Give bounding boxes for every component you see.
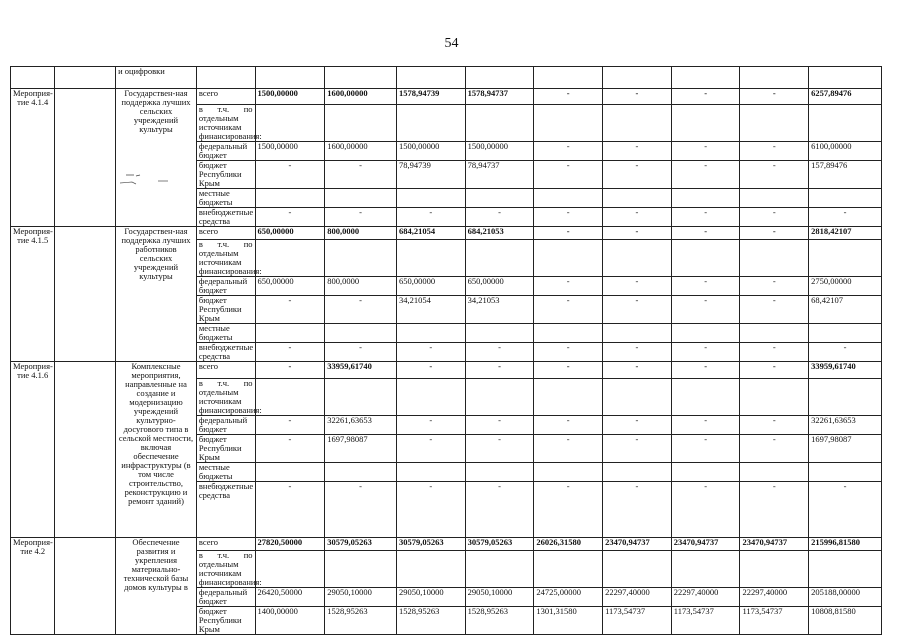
page-number: 54	[444, 36, 459, 51]
value-cell: 6257,89476	[809, 89, 882, 105]
value-cell: -	[255, 161, 325, 189]
value-cell: -	[671, 343, 740, 362]
cell-empty	[740, 240, 809, 277]
source-label-federal: федеральный бюджет	[196, 142, 255, 161]
cell-empty	[255, 551, 325, 588]
value-cell: 26026,31580	[534, 538, 603, 551]
source-label-crimea: бюджет Республики Крым	[196, 607, 255, 635]
value-cell: -	[603, 142, 672, 161]
source-label-part: т.ч.	[217, 550, 230, 560]
source-label-incl	[196, 550, 262, 588]
cell-empty	[255, 379, 325, 416]
value-cell: -	[603, 161, 672, 189]
cell-empty	[534, 67, 603, 89]
table-row	[11, 67, 882, 89]
cell-empty	[534, 463, 603, 482]
source-label-crimea: бюджет Республики Крым	[196, 296, 255, 324]
value-cell: -	[255, 435, 325, 463]
value-cell: 157,89476	[809, 161, 882, 189]
value-cell: -	[740, 482, 809, 538]
cell-empty	[809, 240, 882, 277]
cell-empty	[396, 551, 465, 588]
value-cell: 30579,05263	[396, 538, 465, 551]
value-cell: -	[671, 227, 740, 240]
value-cell: -	[465, 362, 534, 379]
value-cell: 650,00000	[396, 277, 465, 296]
source-label-part: т.ч.	[217, 378, 230, 388]
value-cell: 1528,95263	[396, 607, 465, 635]
value-cell: -	[534, 343, 603, 362]
source-label-crimea: бюджет Республики Крым	[196, 435, 255, 463]
source-label-local: местные бюджеты	[196, 463, 255, 482]
value-cell: 1528,95263	[325, 607, 397, 635]
cell-empty	[255, 105, 325, 142]
value-cell: -	[534, 435, 603, 463]
cell-empty	[534, 324, 603, 343]
cell-empty	[740, 67, 809, 89]
cell-empty	[671, 324, 740, 343]
value-cell: -	[396, 416, 465, 435]
cell-empty	[740, 105, 809, 142]
value-cell: -	[603, 435, 672, 463]
cell-empty	[809, 105, 882, 142]
value-cell: 205188,00000	[809, 588, 882, 607]
value-cell: 1578,94737	[465, 89, 534, 105]
cell-empty	[603, 379, 672, 416]
value-cell: -	[325, 482, 397, 538]
cell-empty	[55, 362, 116, 538]
cell-empty	[809, 551, 882, 588]
value-cell: 1400,00000	[255, 607, 325, 635]
source-label-part: отдельным источникам финансирования:	[198, 559, 262, 587]
cell-empty	[55, 538, 116, 635]
cell-empty	[325, 379, 397, 416]
cell-empty	[809, 379, 882, 416]
value-cell: -	[740, 416, 809, 435]
value-cell: -	[671, 482, 740, 538]
source-label-part: в	[198, 239, 203, 249]
cell-empty	[603, 324, 672, 343]
cell-empty	[603, 240, 672, 277]
value-cell: -	[603, 343, 672, 362]
cell-empty	[809, 463, 882, 482]
value-cell: -	[255, 343, 325, 362]
cell-empty	[603, 551, 672, 588]
value-cell: -	[740, 277, 809, 296]
value-cell: 10808,81580	[809, 607, 882, 635]
cell-empty	[465, 105, 534, 142]
value-cell: 22297,40000	[603, 588, 672, 607]
value-cell: 6100,00000	[809, 142, 882, 161]
value-cell: -	[671, 435, 740, 463]
value-cell: -	[534, 296, 603, 324]
cell-empty	[255, 463, 325, 482]
value-cell: -	[740, 161, 809, 189]
source-label-local: местные бюджеты	[196, 189, 255, 208]
cell-empty	[196, 67, 255, 89]
measure-name: Комплексные мероприятия, направленные на создание и модернизацию учреждений культурно-досугового типа в сельской местности, включая обеспечение инфраструктуры (в том числе строительство, реконструкцию и ремонт зданий)	[116, 362, 197, 538]
value-cell: 24725,00000	[534, 588, 603, 607]
value-cell: -	[603, 227, 672, 240]
value-cell: -	[603, 362, 672, 379]
value-cell: 29050,10000	[465, 588, 534, 607]
cell-empty	[740, 324, 809, 343]
source-label-part: т.ч.	[217, 239, 230, 249]
value-cell: -	[255, 362, 325, 379]
value-cell: 78,94739	[396, 161, 465, 189]
value-cell: -	[603, 416, 672, 435]
value-cell: -	[671, 142, 740, 161]
cell-empty	[603, 463, 672, 482]
top-row-label: и оцифровки	[116, 67, 197, 89]
value-cell: -	[534, 161, 603, 189]
source-label-part: отдельным источникам финансирования:	[198, 113, 262, 141]
cell-empty	[11, 67, 55, 89]
measure-name: Государствен-ная поддержка лучших работников сельских учреждений культуры	[116, 227, 197, 362]
cell-empty	[671, 379, 740, 416]
cell-empty	[465, 324, 534, 343]
value-cell: -	[671, 296, 740, 324]
cell-empty	[809, 324, 882, 343]
source-label-total: всего	[196, 538, 255, 551]
table-row	[11, 362, 882, 379]
cell-empty	[465, 379, 534, 416]
cell-empty	[465, 551, 534, 588]
cell-empty	[55, 67, 116, 89]
cell-empty	[603, 189, 672, 208]
source-label-extra: внебюджетные средства	[196, 208, 255, 227]
value-cell: -	[255, 296, 325, 324]
source-label-part: в	[198, 550, 203, 560]
value-cell: 23470,94737	[671, 538, 740, 551]
value-cell: 650,00000	[255, 227, 325, 240]
source-label-incl	[196, 104, 262, 142]
value-cell: -	[534, 208, 603, 227]
cell-empty	[396, 105, 465, 142]
value-cell: 800,0000	[325, 227, 397, 240]
cell-empty	[465, 189, 534, 208]
value-cell: -	[809, 482, 882, 538]
value-cell: 1578,94739	[396, 89, 465, 105]
value-cell: -	[465, 435, 534, 463]
cell-empty	[740, 463, 809, 482]
value-cell: -	[603, 296, 672, 324]
value-cell: 684,21054	[396, 227, 465, 240]
value-cell: -	[671, 89, 740, 105]
value-cell: 1173,54737	[603, 607, 672, 635]
value-cell: -	[534, 482, 603, 538]
value-cell: -	[740, 227, 809, 240]
measure-code: Мероприя-тие 4.1.5	[11, 227, 55, 362]
cell-empty	[671, 240, 740, 277]
value-cell: 1301,31580	[534, 607, 603, 635]
value-cell: 215996,81580	[809, 538, 882, 551]
source-label-total: всего	[196, 227, 255, 240]
cell-empty	[255, 189, 325, 208]
cell-empty	[325, 324, 397, 343]
cell-empty	[255, 324, 325, 343]
cell-empty	[603, 105, 672, 142]
source-label-part: по	[243, 550, 253, 560]
value-cell: 23470,94737	[603, 538, 672, 551]
cell-empty	[534, 379, 603, 416]
value-cell: 22297,40000	[740, 588, 809, 607]
cell-empty	[396, 240, 465, 277]
cell-empty	[809, 189, 882, 208]
cell-empty	[671, 105, 740, 142]
source-label-part: в	[198, 378, 203, 388]
cell-empty	[396, 324, 465, 343]
cell-empty	[671, 551, 740, 588]
value-cell: -	[396, 208, 465, 227]
value-cell: -	[325, 161, 397, 189]
source-label-total: всего	[196, 362, 255, 379]
value-cell: -	[809, 343, 882, 362]
cell-empty	[465, 463, 534, 482]
value-cell: -	[740, 208, 809, 227]
value-cell: 33959,61740	[809, 362, 882, 379]
cell-empty	[671, 67, 740, 89]
value-cell: -	[534, 142, 603, 161]
value-cell: 29050,10000	[396, 588, 465, 607]
value-cell: 1500,00000	[255, 89, 325, 105]
source-label-part: по	[243, 104, 253, 114]
cell-empty	[325, 189, 397, 208]
value-cell: -	[255, 208, 325, 227]
value-cell: -	[325, 343, 397, 362]
cell-empty	[534, 105, 603, 142]
value-cell: 32261,63653	[809, 416, 882, 435]
value-cell: 29050,10000	[325, 588, 397, 607]
value-cell: -	[603, 208, 672, 227]
value-cell: 30579,05263	[325, 538, 397, 551]
value-cell: -	[465, 416, 534, 435]
source-label-part: в	[198, 104, 203, 114]
value-cell: -	[396, 343, 465, 362]
source-label-federal: федеральный бюджет	[196, 277, 255, 296]
value-cell: -	[396, 435, 465, 463]
value-cell: 1500,00000	[396, 142, 465, 161]
cell-empty	[325, 105, 397, 142]
cell-empty	[740, 189, 809, 208]
cell-empty	[534, 551, 603, 588]
cell-empty	[325, 240, 397, 277]
cell-empty	[603, 67, 672, 89]
value-cell: -	[671, 277, 740, 296]
value-cell: -	[396, 362, 465, 379]
value-cell: -	[671, 208, 740, 227]
value-cell: -	[325, 296, 397, 324]
cell-empty	[740, 551, 809, 588]
value-cell: 68,42107	[809, 296, 882, 324]
cell-empty	[255, 240, 325, 277]
value-cell: 2750,00000	[809, 277, 882, 296]
value-cell: 34,21053	[465, 296, 534, 324]
value-cell: 1500,00000	[255, 142, 325, 161]
value-cell: 1500,00000	[465, 142, 534, 161]
source-label-part: по	[243, 378, 253, 388]
source-label-incl	[196, 239, 262, 277]
source-label-part: отдельным источникам финансирования:	[198, 248, 262, 276]
value-cell: 27820,50000	[255, 538, 325, 551]
cell-empty	[325, 67, 397, 89]
pen-scribble-mark	[118, 173, 188, 187]
value-cell: 1697,98087	[809, 435, 882, 463]
source-label-part: т.ч.	[217, 104, 230, 114]
value-cell: -	[534, 89, 603, 105]
value-cell: -	[396, 482, 465, 538]
value-cell: 34,21054	[396, 296, 465, 324]
value-cell: -	[603, 277, 672, 296]
value-cell: 684,21053	[465, 227, 534, 240]
source-label-local: местные бюджеты	[196, 324, 255, 343]
cell-empty	[465, 240, 534, 277]
value-cell: 1600,00000	[325, 142, 397, 161]
cell-empty	[396, 189, 465, 208]
source-label-federal: федеральный бюджет	[196, 588, 255, 607]
measure-code: Мероприя-тие 4.2	[11, 538, 55, 635]
value-cell: -	[740, 435, 809, 463]
cell-empty	[255, 67, 325, 89]
cell-empty	[809, 67, 882, 89]
value-cell: 32261,63653	[325, 416, 397, 435]
cell-empty	[740, 379, 809, 416]
value-cell: 1528,95263	[465, 607, 534, 635]
value-cell: -	[809, 208, 882, 227]
cell-empty	[325, 551, 397, 588]
source-label-extra: внебюджетные средства	[196, 482, 255, 538]
value-cell: 2818,42107	[809, 227, 882, 240]
value-cell: -	[465, 343, 534, 362]
value-cell: -	[671, 161, 740, 189]
value-cell: -	[603, 89, 672, 105]
value-cell: -	[740, 89, 809, 105]
measure-name: Обеспечение развития и укрепления материально-технической базы домов культуры в	[116, 538, 197, 635]
value-cell: 23470,94737	[740, 538, 809, 551]
value-cell: 22297,40000	[671, 588, 740, 607]
value-cell: 650,00000	[255, 277, 325, 296]
source-label-crimea: бюджет Республики Крым	[196, 161, 255, 189]
budget-table	[10, 66, 882, 635]
source-label-extra: внебюджетные средства	[196, 343, 255, 362]
source-label-total: всего	[196, 89, 255, 105]
table-row	[11, 227, 882, 240]
value-cell: -	[465, 482, 534, 538]
value-cell: 26420,50000	[255, 588, 325, 607]
value-cell: 800,0000	[325, 277, 397, 296]
measure-name: Государствен-ная поддержка лучших сельских учреждений культуры	[116, 89, 197, 227]
value-cell: 1697,98087	[325, 435, 397, 463]
cell-empty	[325, 463, 397, 482]
cell-empty	[671, 189, 740, 208]
source-label-federal: федеральный бюджет	[196, 416, 255, 435]
value-cell: -	[534, 416, 603, 435]
cell-empty	[55, 89, 116, 227]
value-cell: 1173,54737	[671, 607, 740, 635]
cell-empty	[534, 189, 603, 208]
value-cell: -	[740, 296, 809, 324]
table-row	[11, 89, 882, 105]
value-cell: -	[603, 482, 672, 538]
cell-empty	[55, 227, 116, 362]
value-cell: 650,00000	[465, 277, 534, 296]
value-cell: -	[534, 362, 603, 379]
value-cell: -	[255, 416, 325, 435]
value-cell: -	[740, 362, 809, 379]
measure-code: Мероприя-тие 4.1.4	[11, 89, 55, 227]
cell-empty	[465, 67, 534, 89]
value-cell: 1173,54737	[740, 607, 809, 635]
cell-empty	[396, 67, 465, 89]
source-label-part: по	[243, 239, 253, 249]
value-cell: 78,94737	[465, 161, 534, 189]
value-cell: -	[465, 208, 534, 227]
value-cell: 1600,00000	[325, 89, 397, 105]
value-cell: -	[325, 208, 397, 227]
value-cell: -	[671, 362, 740, 379]
value-cell: -	[534, 227, 603, 240]
value-cell: -	[534, 277, 603, 296]
value-cell: 33959,61740	[325, 362, 397, 379]
value-cell: -	[255, 482, 325, 538]
source-label-incl	[196, 378, 262, 416]
table-row	[11, 538, 882, 551]
cell-empty	[396, 463, 465, 482]
value-cell: -	[671, 416, 740, 435]
cell-empty	[671, 463, 740, 482]
value-cell: 30579,05263	[465, 538, 534, 551]
value-cell: -	[740, 343, 809, 362]
cell-empty	[534, 240, 603, 277]
cell-empty	[396, 379, 465, 416]
value-cell: -	[740, 142, 809, 161]
source-label-part: отдельным источникам финансирования:	[198, 387, 262, 415]
measure-code: Мероприя-тие 4.1.6	[11, 362, 55, 538]
